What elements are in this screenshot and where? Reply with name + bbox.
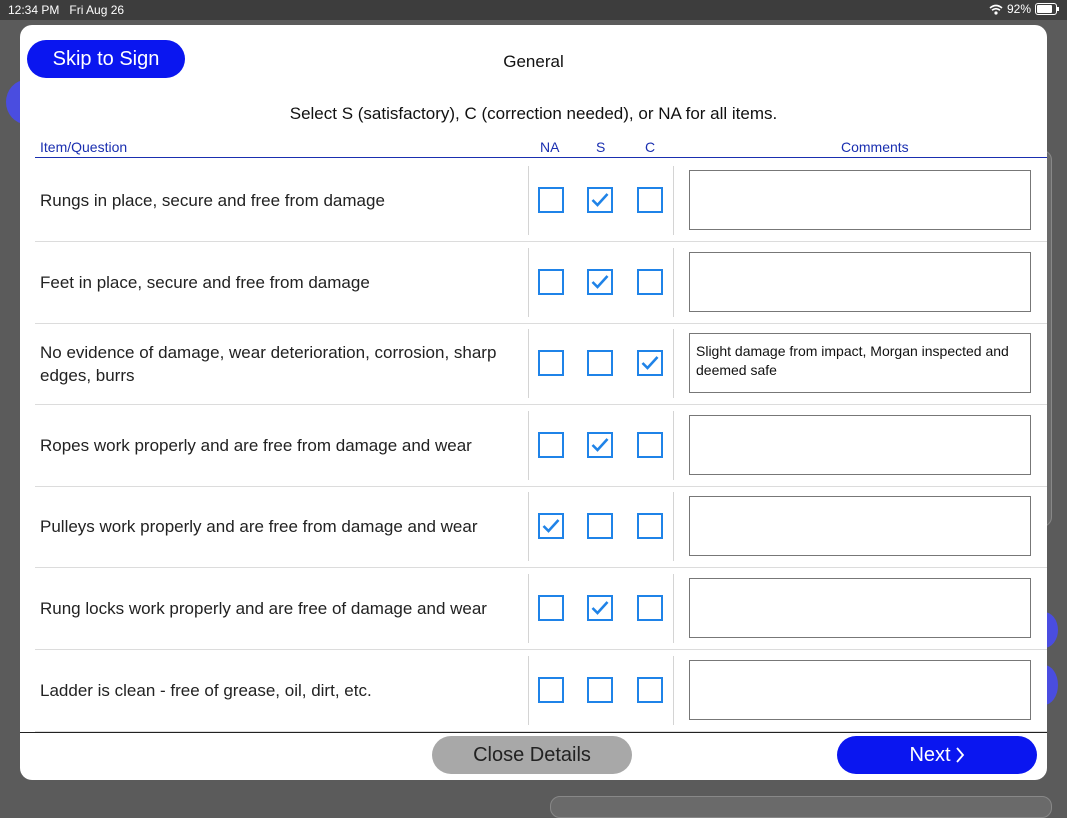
checkbox-s[interactable] — [587, 187, 613, 213]
status-right — [989, 2, 1057, 16]
checklist-row — [35, 568, 1047, 650]
question-text: No evidence of damage, wear deterioration, corrosion, sharp edges, burrs — [40, 342, 497, 385]
checkbox-c[interactable] — [637, 677, 663, 703]
page-title: General — [503, 52, 564, 71]
comment-field[interactable] — [689, 496, 1031, 556]
column-separator — [528, 492, 529, 561]
column-separator — [528, 329, 529, 398]
next-button-label: Next — [909, 743, 951, 766]
checkmark-icon — [591, 437, 609, 453]
column-separator — [528, 166, 529, 235]
checkbox-na[interactable] — [538, 350, 564, 376]
skip-to-sign-button[interactable]: Skip to Sign — [27, 40, 185, 78]
checkbox-s[interactable] — [587, 595, 613, 621]
comment-field[interactable] — [689, 170, 1031, 230]
question-text: Ropes work properly and are free from damage and wear — [40, 435, 472, 455]
question-text: Rungs in place, secure and free from damage — [40, 191, 385, 210]
checkbox-na[interactable] — [538, 595, 564, 621]
wifi-icon — [989, 4, 1003, 15]
comment-field[interactable] — [689, 252, 1031, 312]
checkbox-na[interactable] — [538, 187, 564, 213]
column-header-c: C — [645, 139, 656, 155]
checklist-row — [35, 650, 1047, 732]
column-separator — [528, 574, 529, 643]
comment-field[interactable] — [689, 660, 1031, 720]
column-header-item: Item/Question — [40, 139, 128, 155]
checkbox-c[interactable] — [637, 513, 663, 539]
column-header-s: S — [596, 139, 606, 155]
battery-icon — [1035, 3, 1057, 15]
comment-field[interactable] — [689, 578, 1031, 638]
checkbox-c[interactable] — [637, 269, 663, 295]
column-header-na: NA — [540, 139, 560, 155]
instructions-text: Select S (satisfactory), C (correction needed), or NA for all items. — [289, 104, 778, 123]
comment-field[interactable] — [689, 415, 1031, 475]
checkmark-icon — [591, 192, 609, 208]
checkbox-s[interactable] — [587, 677, 613, 703]
column-separator — [673, 574, 674, 643]
checklist-row — [35, 242, 1047, 324]
checklist-row — [35, 486, 1047, 568]
background-panel — [550, 796, 1052, 818]
question-text: Pulleys work properly and are free from damage and wear — [40, 517, 478, 537]
close-details-button[interactable]: Close Details — [432, 736, 632, 774]
checklist-row — [35, 405, 1047, 487]
question-text: Feet in place, secure and free from damage — [40, 272, 370, 292]
column-separator — [528, 656, 529, 725]
column-separator — [673, 492, 674, 561]
battery-percent: 92% — [1006, 2, 1031, 16]
column-separator — [528, 411, 529, 480]
inspection-modal — [20, 25, 1047, 780]
column-separator — [528, 248, 529, 317]
chevron-right-icon — [955, 746, 965, 764]
checkbox-c[interactable] — [637, 187, 663, 213]
column-separator — [673, 656, 674, 725]
checkbox-s[interactable] — [587, 269, 613, 295]
checklist-row — [35, 160, 1047, 242]
checkbox-na[interactable] — [538, 269, 564, 295]
checkbox-na[interactable] — [538, 432, 564, 458]
checkmark-icon — [542, 518, 560, 534]
next-button[interactable] — [837, 736, 1037, 774]
column-header-comments: Comments — [841, 139, 909, 155]
footer-divider — [20, 732, 1047, 733]
status-time: 12:34 PM Fri Aug 26 — [8, 3, 125, 17]
column-separator — [673, 166, 674, 235]
checklist-row — [35, 323, 1047, 405]
checkbox-na[interactable] — [538, 513, 564, 539]
checkbox-c[interactable] — [637, 350, 663, 376]
checkmark-icon — [641, 355, 659, 371]
checkmark-icon — [591, 274, 609, 290]
checkbox-s[interactable] — [587, 513, 613, 539]
header-divider — [35, 157, 1047, 158]
question-text: Ladder is clean - free of grease, oil, dirt, etc. — [40, 680, 372, 700]
checkbox-s[interactable] — [587, 350, 613, 376]
column-separator — [673, 248, 674, 317]
checkbox-na[interactable] — [538, 677, 564, 703]
column-separator — [673, 329, 674, 398]
comment-field[interactable]: Slight damage from impact, Morgan inspected and deemed safe — [689, 333, 1031, 393]
question-text: Rung locks work properly and are free of damage and wear — [40, 599, 487, 618]
checkbox-s[interactable] — [587, 432, 613, 458]
checkmark-icon — [591, 600, 609, 616]
status-bar — [0, 0, 1067, 20]
column-separator — [673, 411, 674, 480]
checkbox-c[interactable] — [637, 595, 663, 621]
checkbox-c[interactable] — [637, 432, 663, 458]
